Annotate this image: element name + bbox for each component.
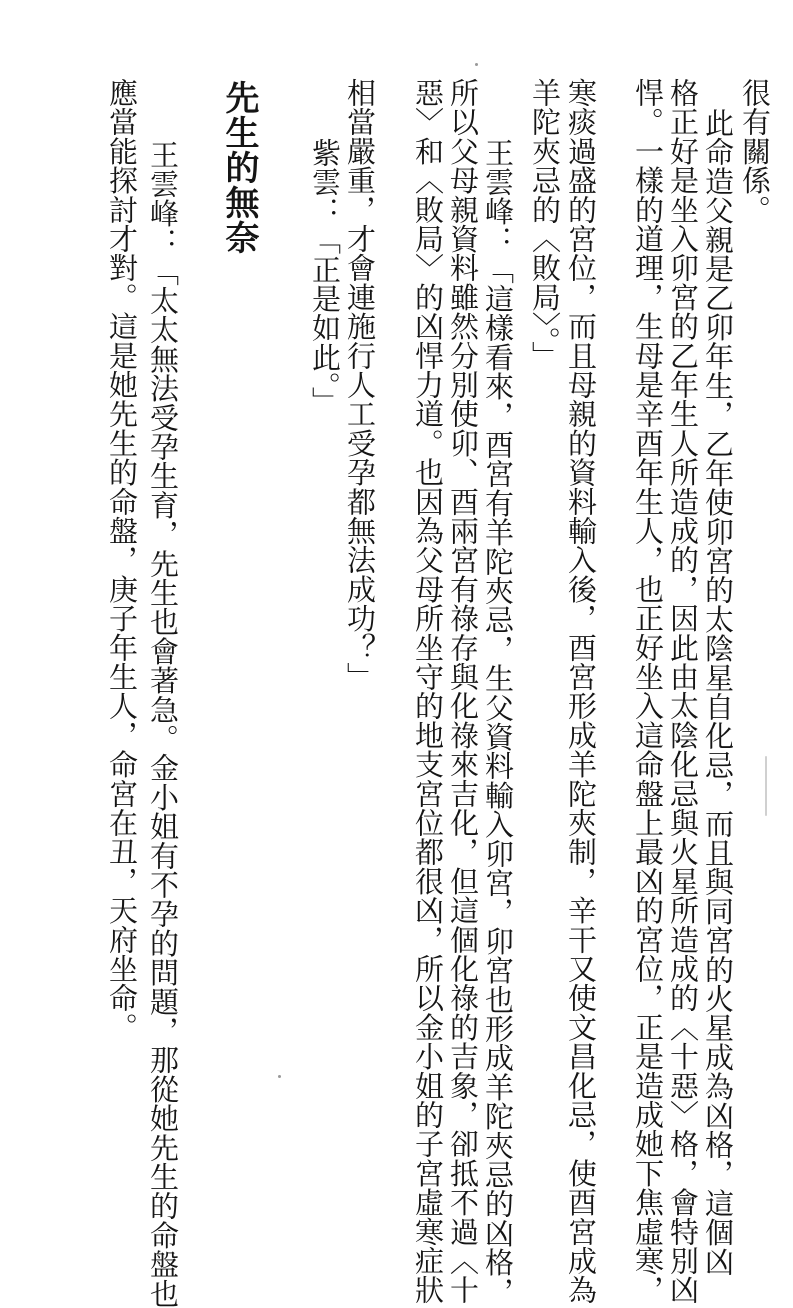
text-column-4: 悍。一樣的道理，生母是辛酉年生人，也正好坐入這命盤上最凶的宮位，正是造成她下焦虛寒， bbox=[631, 78, 665, 1305]
text-column-1: 很有關係。 bbox=[738, 78, 772, 224]
scan-speck bbox=[475, 63, 478, 66]
scan-mark bbox=[765, 756, 767, 816]
text-column-8: 所以父母親資料雖然分別使卯、酉兩宮有祿存與化祿來吉化，但這個化祿的吉象，卻抵不過〈十 bbox=[446, 78, 480, 1305]
text-column-13: 王雲峰：「太太無法受孕生育，先生也會著急。金小姐有不孕的問題，那從她先生的命盤也 bbox=[146, 140, 180, 1308]
text-column-9: 惡〉和〈敗局〉的凶悍力道。也因為父母所坐守的地支宮位都很凶，所以金小姐的子宮虛寒症狀 bbox=[411, 78, 445, 1305]
text-column-11: 紫雲：「正是如此。」 bbox=[308, 138, 342, 416]
text-column-14: 應當能探討才對。這是她先生的命盤，庚子年生人，命宮在丑，天府坐命。 bbox=[105, 78, 139, 1042]
scan-speck bbox=[278, 1075, 281, 1078]
text-column-7: 王雲峰：「這樣看來，酉宮有羊陀夾忌，生父資料輸入卯宮，卯宮也形成羊陀夾忌的凶格， bbox=[481, 138, 515, 1306]
text-column-10: 相當嚴重，才會連施行人工受孕都無法成功？」 bbox=[343, 78, 377, 692]
section-heading: 先生的無奈 bbox=[219, 80, 259, 255]
text-column-6: 羊陀夾忌的〈敗局〉。」 bbox=[528, 78, 562, 371]
text-column-5: 寒痰過盛的宮位，而且母親的資料輸入後，酉宮形成羊陀夾制，辛干又使文昌化忌，使酉宮成為 bbox=[564, 78, 598, 1305]
text-column-2: 此命造父親是乙卯年生，乙年使卯宮的太陰星自化忌，而且與同宮的火星成為凶格，這個凶 bbox=[701, 108, 735, 1276]
text-column-3: 格正好是坐入卯宮的乙年生人所造成的，因此由太陰化忌與火星所造成的〈十惡〉格，會特別凶 bbox=[666, 78, 700, 1305]
